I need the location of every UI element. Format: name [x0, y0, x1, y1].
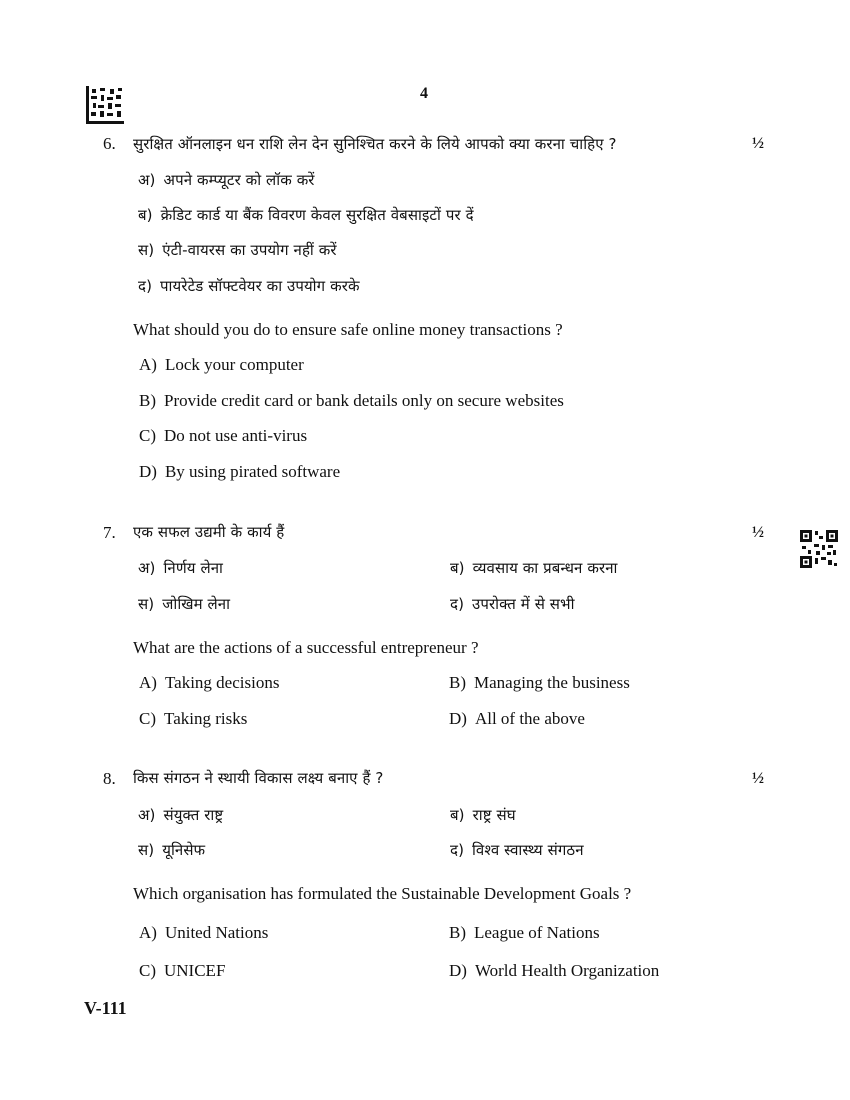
- question-6-english-option-d: [139, 462, 340, 482]
- qr-code: [800, 530, 838, 568]
- option-key: स): [138, 595, 155, 613]
- option-text: United Nations: [164, 923, 269, 942]
- option-text: Managing the business: [474, 673, 630, 692]
- question-7-english-option-a: [139, 673, 279, 693]
- option-text: पायरेटेड सॉफ्टवेयर का उपयोग करके: [160, 277, 360, 295]
- option-key: D): [139, 462, 157, 481]
- question-8-hindi-option-c: [138, 840, 205, 860]
- option-key: C): [139, 426, 156, 445]
- question-6-number: 6.: [103, 134, 116, 153]
- option-key: C): [139, 961, 156, 980]
- option-text: अपने कम्प्यूटर को लॉक करें: [163, 171, 315, 189]
- question-8-marks: ½: [752, 770, 764, 787]
- option-text: Taking decisions: [164, 673, 280, 692]
- question-8-number: 8.: [103, 769, 116, 788]
- option-key: A): [139, 923, 157, 942]
- option-key: A): [139, 355, 157, 374]
- question-6-english-option-c: [139, 426, 307, 446]
- option-text: League of Nations: [474, 923, 600, 942]
- option-text: एंटी-वायरस का उपयोग नहीं करें: [162, 241, 337, 259]
- question-8-english-option-b: [449, 923, 600, 943]
- question-6-english-option-b: [139, 391, 564, 411]
- question-8-hindi-option-a: [138, 805, 223, 825]
- option-text: जोखिम लेना: [162, 595, 231, 613]
- option-text: संयुक्त राष्ट्र: [163, 806, 224, 824]
- option-text: Do not use anti-virus: [164, 426, 308, 445]
- question-6-marks: ½: [752, 135, 764, 152]
- option-text: राष्ट्र संघ: [472, 806, 516, 824]
- option-text: व्यवसाय का प्रबन्धन करना: [472, 559, 618, 577]
- question-7-hindi-option-b: [450, 558, 618, 578]
- question-6-hindi: सुरक्षित ऑनलाइन धन राशि लेन देन सुनिश्चित करने के लिये आपको क्या करना चाहिए ?: [133, 135, 617, 153]
- datamatrix-code: [86, 86, 124, 124]
- option-key: द): [450, 595, 465, 613]
- option-key: A): [139, 673, 157, 692]
- question-6-hindi-option-d: [138, 276, 360, 296]
- option-text: All of the above: [474, 709, 585, 728]
- option-key: B): [449, 673, 466, 692]
- question-7-number: 7.: [103, 523, 116, 542]
- question-6-hindi-option-a: [138, 170, 315, 190]
- option-text: क्रेडिट कार्ड या बैंक विवरण केवल सुरक्षित वेबसाइटों पर दें: [160, 206, 474, 224]
- question-7-hindi-option-a: [138, 558, 223, 578]
- option-text: By using pirated software: [164, 462, 341, 481]
- question-8-english-option-d: [449, 961, 659, 981]
- option-key: D): [449, 961, 467, 980]
- question-7-english-option-b: [449, 673, 630, 693]
- option-key: ब): [450, 559, 465, 577]
- question-6-english-option-a: [139, 355, 304, 375]
- question-7-marks: ½: [752, 524, 764, 541]
- question-6-hindi-option-c: [138, 240, 337, 260]
- option-text: Taking risks: [164, 709, 248, 728]
- option-text: उपरोक्त में से सभी: [472, 595, 575, 613]
- option-key: अ): [138, 806, 156, 824]
- option-text: Provide credit card or bank details only on secure websites: [164, 391, 564, 410]
- option-key: स): [138, 241, 155, 259]
- option-key: C): [139, 709, 156, 728]
- page-number: 4: [420, 85, 428, 102]
- option-key: ब): [450, 806, 465, 824]
- question-7-english: What are the actions of a successful entrepreneur ?: [133, 638, 479, 657]
- question-8-english-option-a: [139, 923, 268, 943]
- question-7-english-option-d: [449, 709, 585, 729]
- option-key: अ): [138, 171, 156, 189]
- question-8-english: Which organisation has formulated the Sustainable Development Goals ?: [133, 884, 632, 903]
- question-8-english-option-c: [139, 961, 225, 981]
- option-key: द): [450, 841, 465, 859]
- question-7-hindi-option-c: [138, 594, 230, 614]
- option-text: निर्णय लेना: [163, 559, 224, 577]
- question-6-english: What should you do to ensure safe online money transactions ?: [133, 320, 563, 339]
- option-key: B): [139, 391, 156, 410]
- option-text: यूनिसेफ: [162, 841, 206, 859]
- option-text: World Health Organization: [474, 961, 660, 980]
- option-key: B): [449, 923, 466, 942]
- question-7-hindi-option-d: [450, 594, 575, 614]
- option-key: ब): [138, 206, 153, 224]
- question-8-hindi: किस संगठन ने स्थायी विकास लक्ष्य बनाए हैं ?: [133, 769, 384, 787]
- option-key: अ): [138, 559, 156, 577]
- question-8-hindi-option-d: [450, 840, 584, 860]
- question-8-hindi-option-b: [450, 805, 516, 825]
- option-text: UNICEF: [164, 961, 226, 980]
- option-text: Lock your computer: [164, 355, 304, 374]
- option-key: द): [138, 277, 153, 295]
- option-text: विश्व स्वास्थ्य संगठन: [472, 841, 584, 859]
- option-key: स): [138, 841, 155, 859]
- question-7-english-option-c: [139, 709, 247, 729]
- question-6-hindi-option-b: [138, 205, 474, 225]
- question-7-hindi: एक सफल उद्यमी के कार्य हैं: [133, 523, 285, 541]
- paper-code: V-111: [84, 998, 127, 1018]
- option-key: D): [449, 709, 467, 728]
